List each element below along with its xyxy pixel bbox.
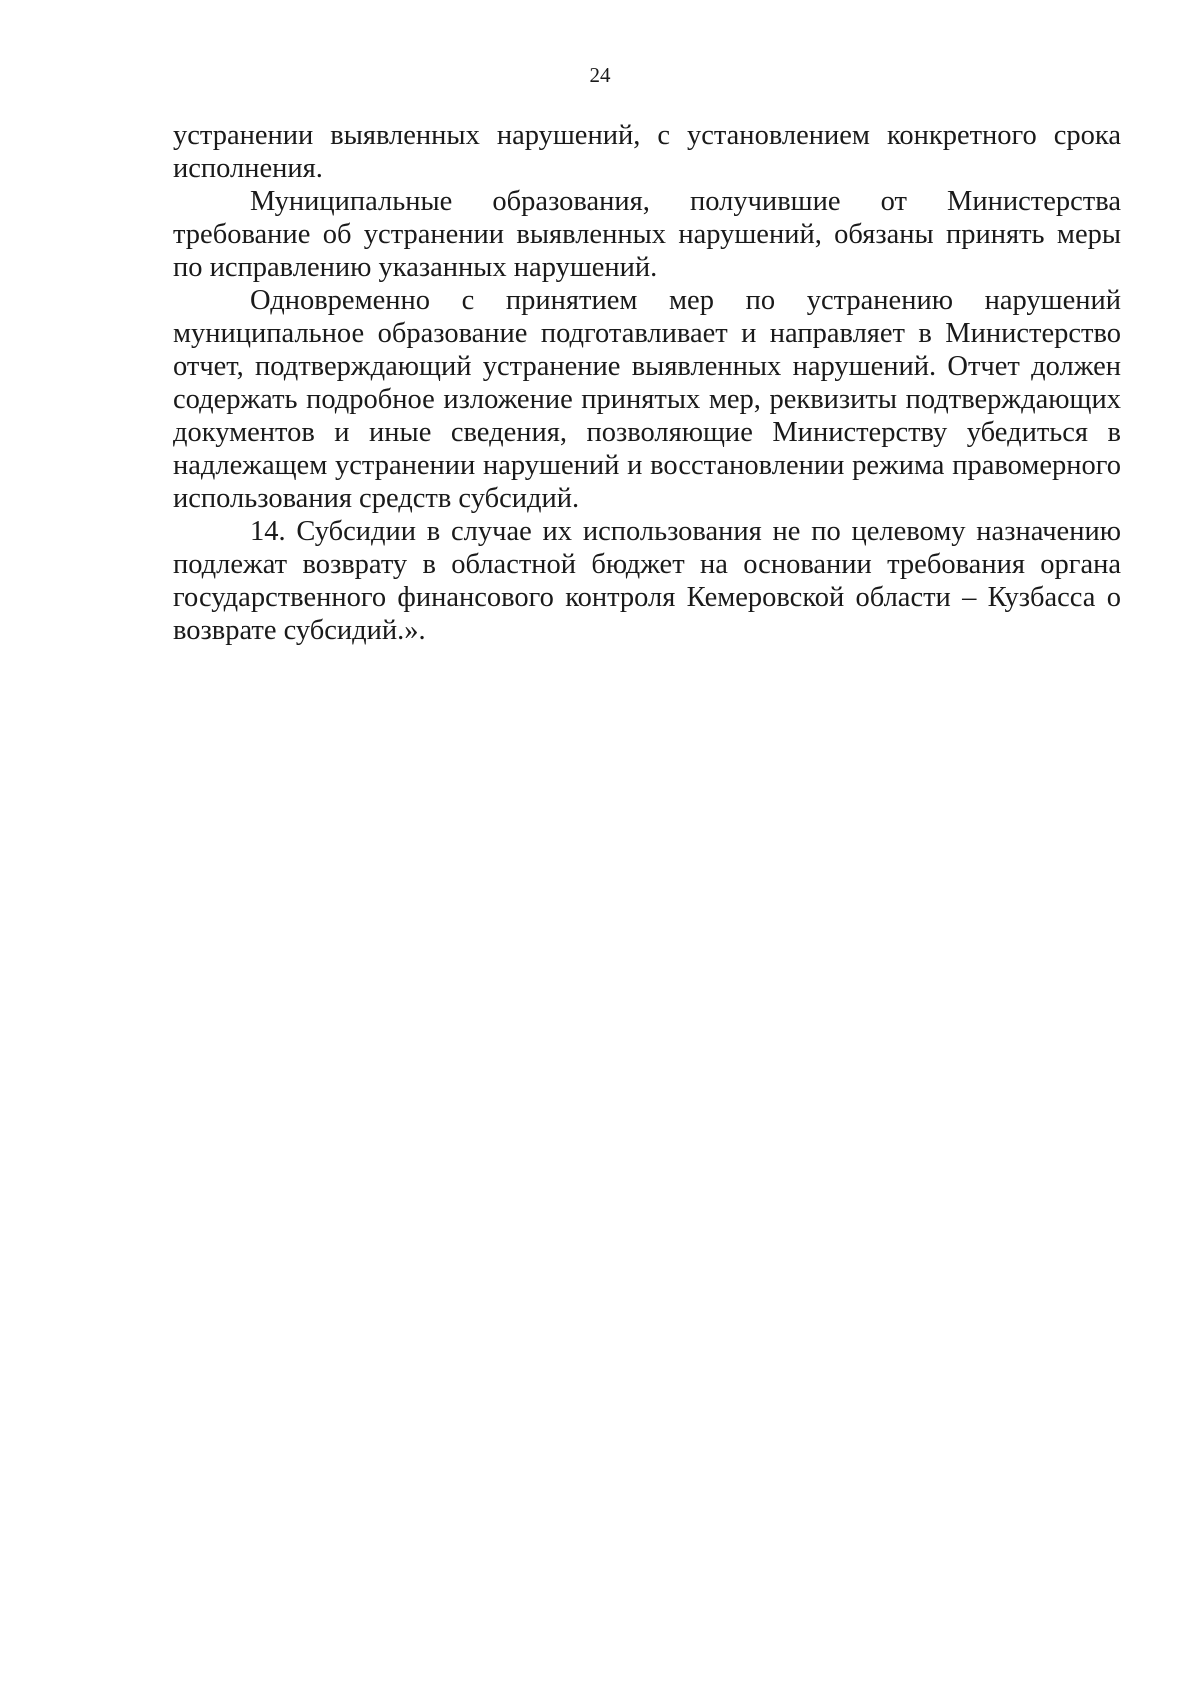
document-body — [173, 119, 1121, 647]
paragraph-item-14-refund: 14. Субсидии в случае их использования не по целевому назначению подлежат возврату в областной бюджет на основании требования органа государственного финансового контроля Кемеровской области – Кузбасса о возврате субсидий.». — [173, 516, 1121, 646]
page-number: 24 — [589, 63, 611, 87]
paragraph-municipal-obligations: Муниципальные образования, получившие от Министерства требование об устранении выявленных нарушений, обязаны принять меры по исправлению указанных нарушений. — [173, 186, 1121, 283]
paragraph-report-requirements: Одновременно с принятием мер по устранению нарушений муниципальное образование подготавливает и направляет в Министерство отчет, подтверждающий устранение выявленных нарушений. Отчет должен содержать подробное изложение принятых мер, реквизиты подтверждающих документов и иные сведения, позволяющие Министерству убедиться в надлежащем устранении нарушений и восстановлении режима правомерного использования средств субсидий. — [173, 285, 1121, 514]
paragraph-continuation: устранении выявленных нарушений, с установлением конкретного срока исполнения. — [173, 120, 1121, 184]
